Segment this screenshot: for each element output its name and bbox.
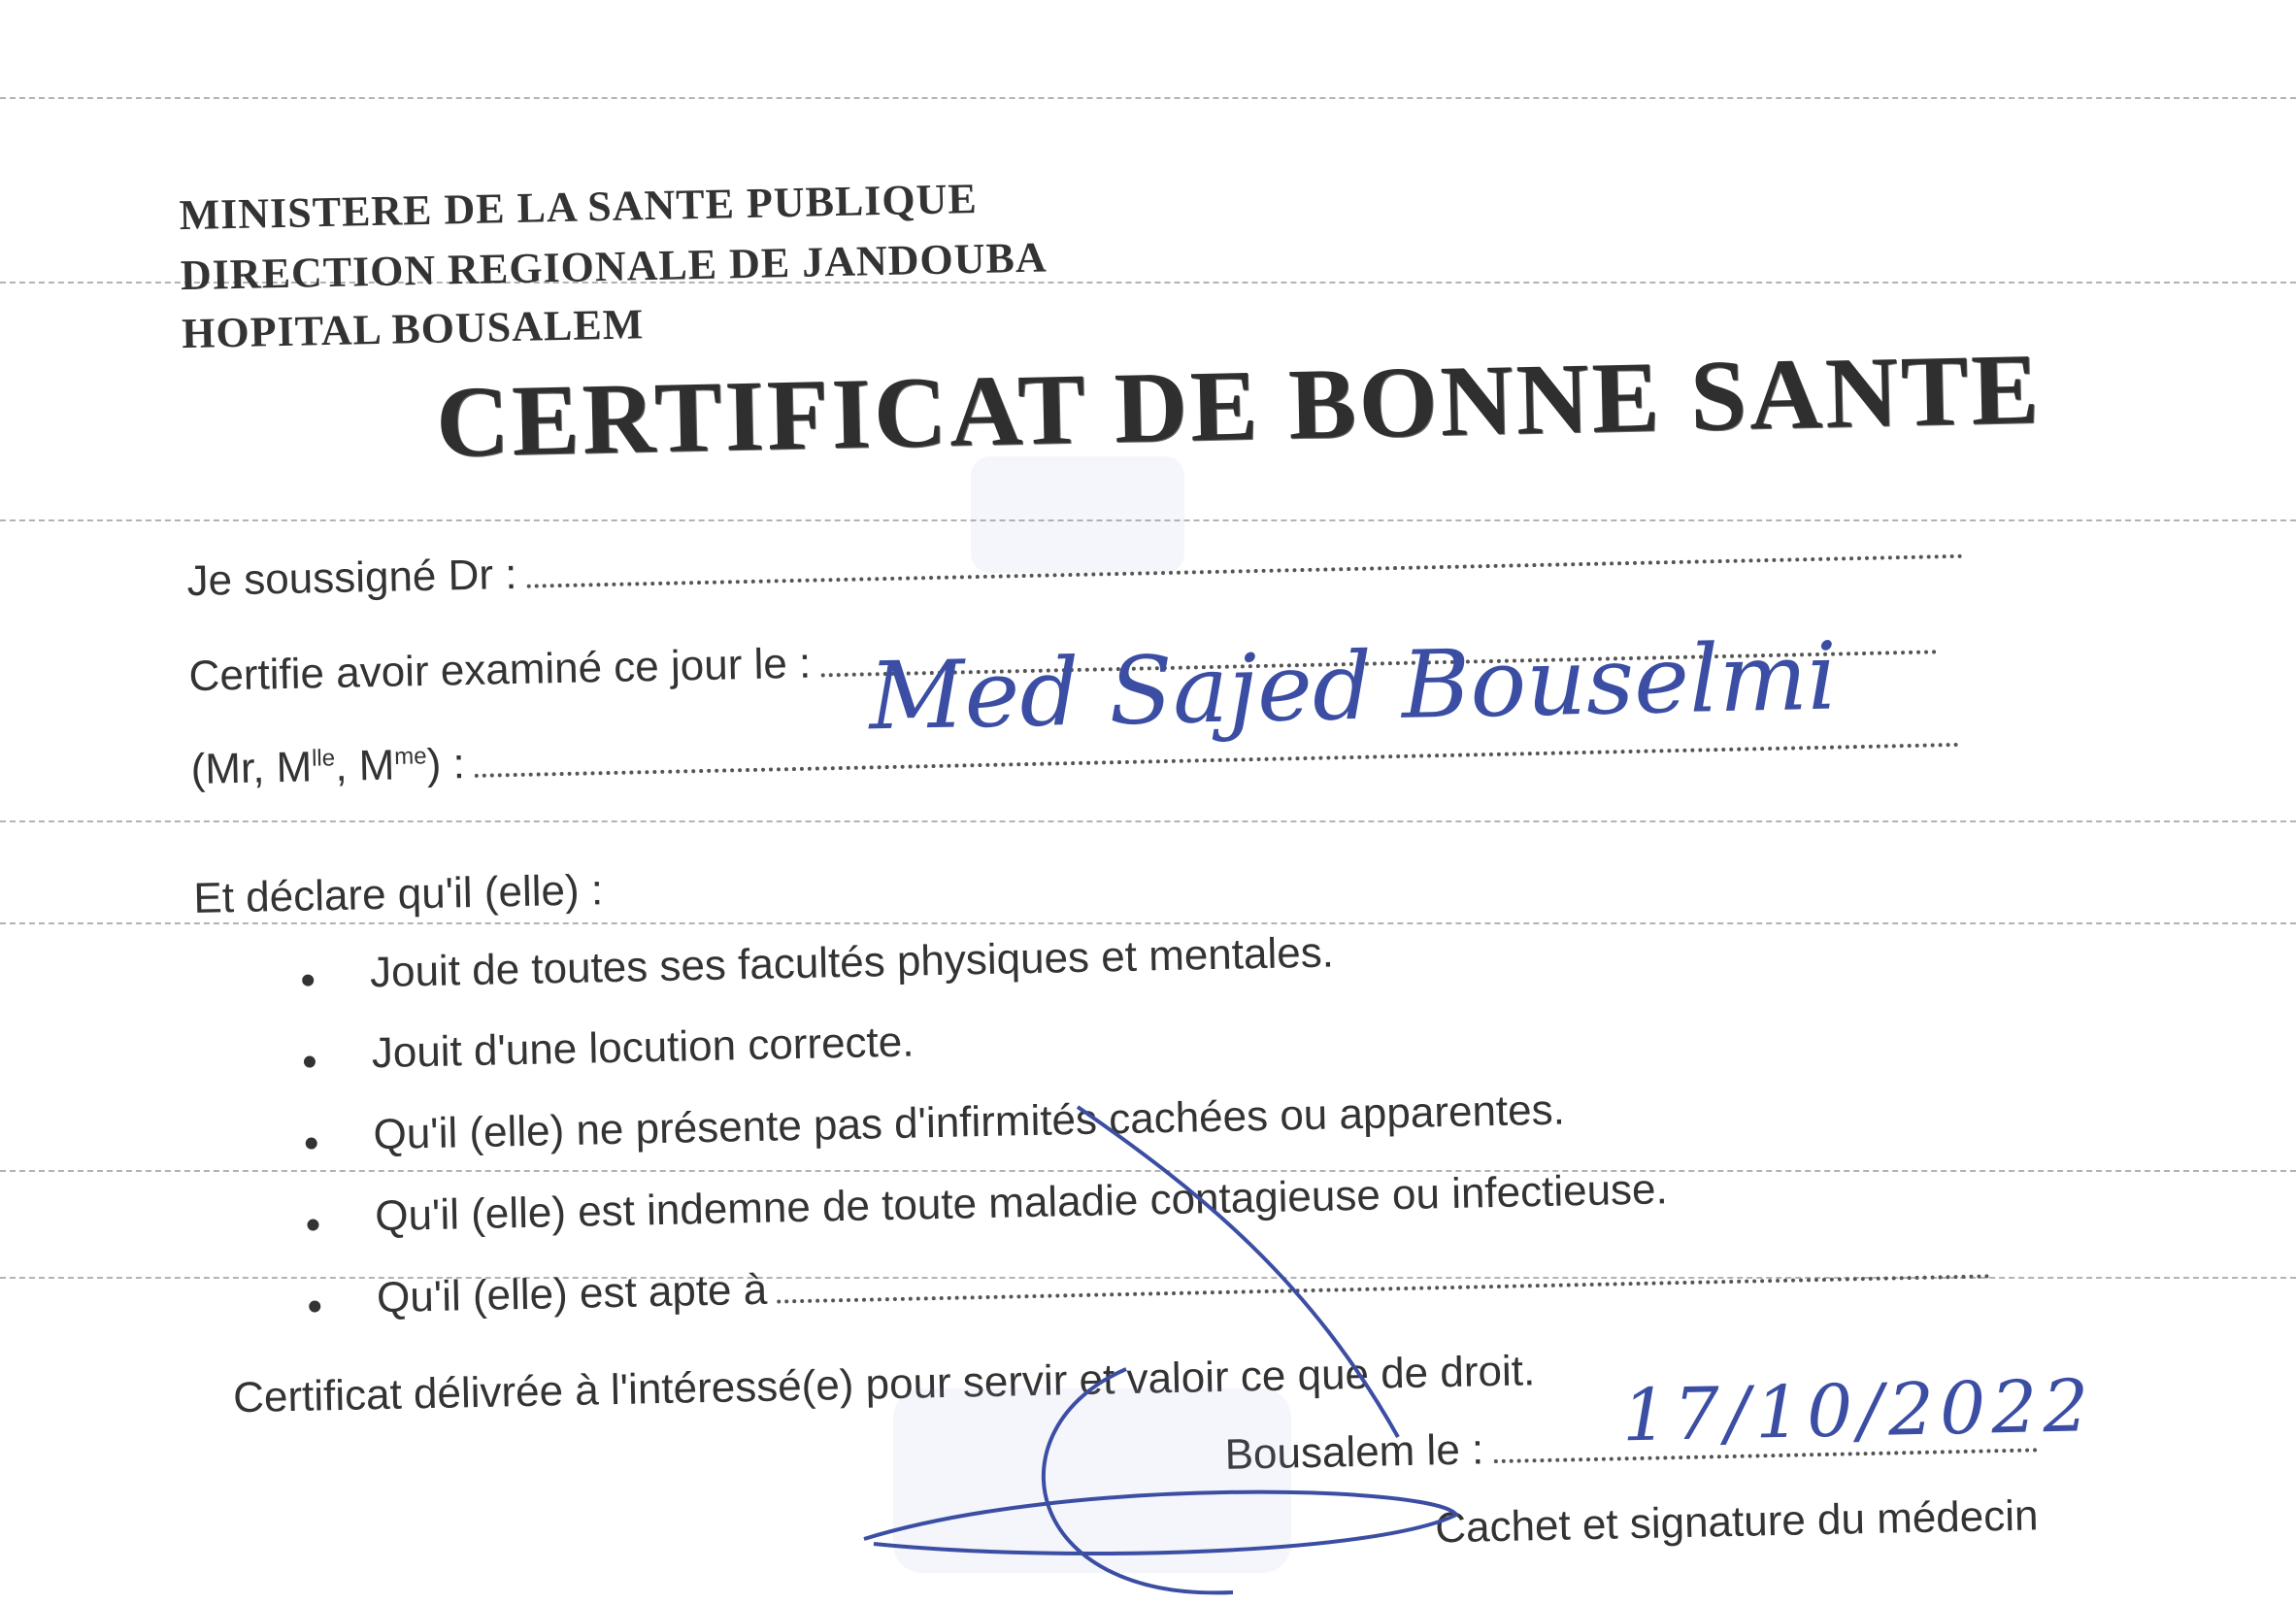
person-sup2: me bbox=[393, 743, 427, 771]
doctor-label: Je soussigné Dr : bbox=[186, 550, 517, 606]
region-heading: DIRECTION REGIONALE DE JANDOUBA bbox=[180, 233, 1048, 300]
signature-label: Cachet et signature du médecin bbox=[1434, 1491, 2039, 1553]
hospital-heading: HOPITAL BOUSALEM bbox=[181, 300, 645, 358]
ministry-heading: MINISTERE DE LA SANTE PUBLIQUE bbox=[179, 174, 979, 240]
place-label: Bousalem le : bbox=[1224, 1425, 1484, 1479]
signature-stroke bbox=[1078, 1107, 1398, 1437]
bullet-item-3: Qu'il (elle) ne présente pas d'infirmités cachées ou apparentes. bbox=[373, 1086, 1566, 1159]
declare-label: Et déclare qu'il (elle) : bbox=[192, 866, 604, 923]
person-prefix: (Mr, M bbox=[190, 743, 313, 794]
person-sep: , M bbox=[334, 741, 395, 790]
signature-stroke bbox=[1044, 1369, 1233, 1592]
closing-statement: Certificat délivrée à l'intéressé(e) pour servir et valoir ce que de droit. bbox=[232, 1347, 1536, 1422]
date-handwritten: 17/10/2022 bbox=[1621, 1364, 2096, 1458]
bullet-item-4: Qu'il (elle) est indemne de toute maladie contagieuse ou infectieuse. bbox=[374, 1165, 1669, 1241]
person-name-handwritten: Med Sajed Bouselmi bbox=[868, 621, 1839, 752]
bullet-item-1: Jouit de toutes ses facultés physiques et mentales. bbox=[369, 928, 1335, 997]
person-suffix: ) : bbox=[426, 740, 466, 788]
bullet-item-2: Jouit d'une locution correcte. bbox=[371, 1018, 915, 1078]
bullet-item-5-label: Qu'il (elle) est apte à bbox=[376, 1265, 768, 1322]
certificate-title: CERTIFICAT DE BONNE SANTE bbox=[435, 333, 2043, 479]
signature-stroke bbox=[864, 1492, 1456, 1554]
exam-date-label: Certifie avoir examiné ce jour le : bbox=[188, 639, 812, 701]
person-sup1: lle bbox=[311, 745, 336, 772]
